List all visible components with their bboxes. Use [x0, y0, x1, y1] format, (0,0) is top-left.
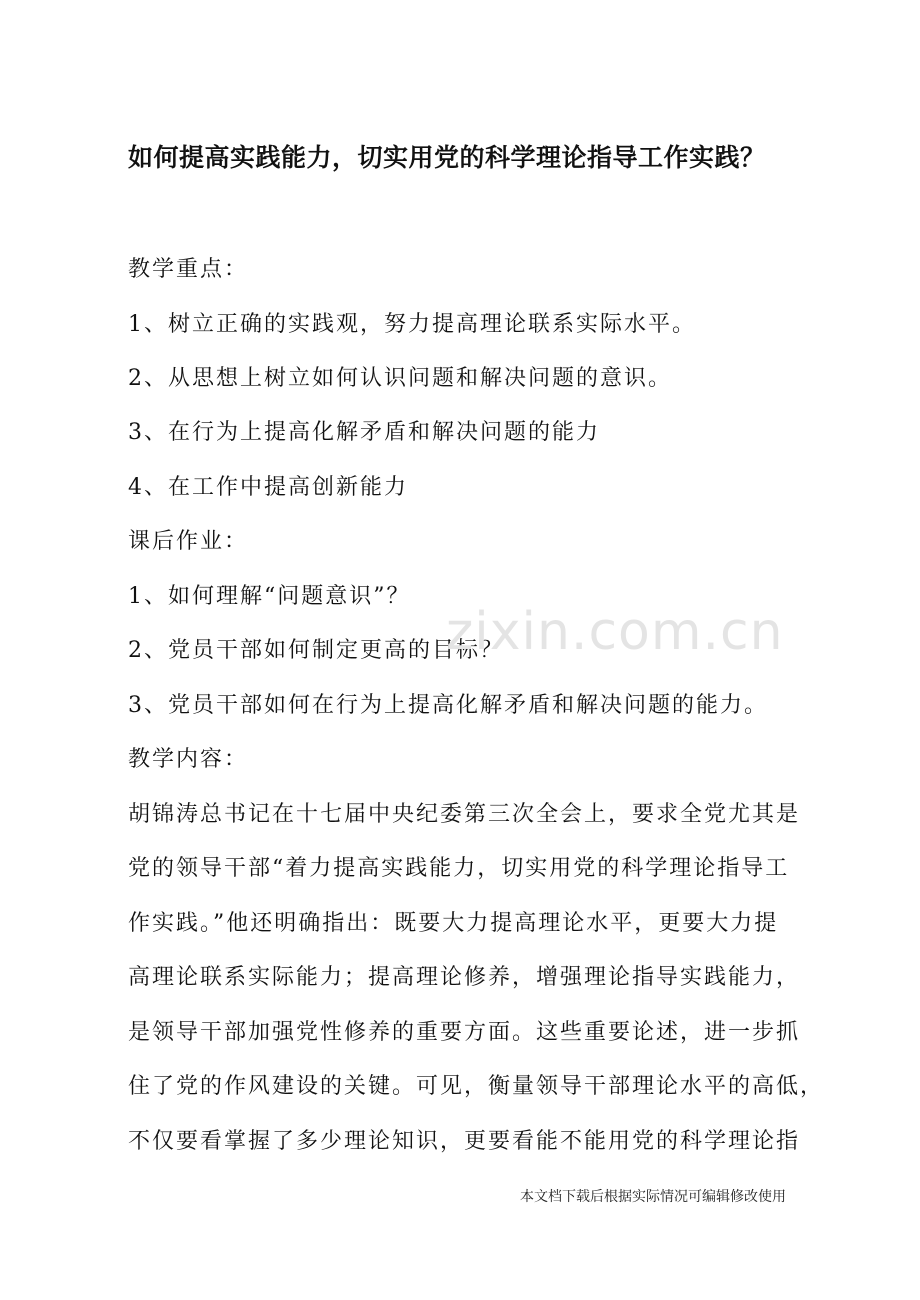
body-line: 是领导干部加强党性修养的重要方面。这些重要论述，进一步抓 [128, 1020, 801, 1045]
body-line: 住了党的作风建设的关键。可见，衡量领导干部理论水平的高低， [128, 1074, 825, 1099]
section-heading-content: 教学内容： [128, 747, 249, 772]
document-title: 如何提高实践能力，切实用党的科学理论指导工作实践？ [128, 143, 766, 172]
homework-3: 3、党员干部如何在行为上提高化解矛盾和解决问题的能力。 [128, 693, 768, 718]
section-heading-homework: 课后作业： [128, 529, 249, 554]
watermark: zixin.com.cn [446, 602, 784, 662]
homework-2: 2、党员干部如何制定更高的目标？ [128, 638, 504, 663]
body-line: 作实践。”他还明确指出：既要大力提高理论水平，更要大力提 [128, 911, 779, 936]
footer-note: 本文档下载后根据实际情况可编辑修改使用 [520, 1189, 786, 1205]
homework-1: 1、如何理解“问题意识”？ [128, 584, 411, 609]
key-point-4: 4、在工作中提高创新能力 [128, 475, 408, 500]
body-line: 高理论联系实际能力；提高理论修养，增强理论指导实践能力， [128, 965, 801, 990]
key-point-3: 3、在行为上提高化解矛盾和解决问题的能力 [128, 420, 600, 445]
section-heading-key-points: 教学重点： [128, 257, 249, 282]
body-line: 不仅要看掌握了多少理论知识，更要看能不能用党的科学理论指 [128, 1129, 801, 1154]
key-point-2: 2、从思想上树立如何认识问题和解决问题的意识。 [128, 366, 672, 391]
key-point-1: 1、树立正确的实践观，努力提高理论联系实际水平。 [128, 312, 696, 337]
body-line: 党的领导干部“着力提高实践能力，切实用党的科学理论指导工 [128, 856, 790, 881]
body-line: 胡锦涛总书记在十七届中央纪委第三次全会上，要求全党尤其是 [128, 802, 801, 827]
